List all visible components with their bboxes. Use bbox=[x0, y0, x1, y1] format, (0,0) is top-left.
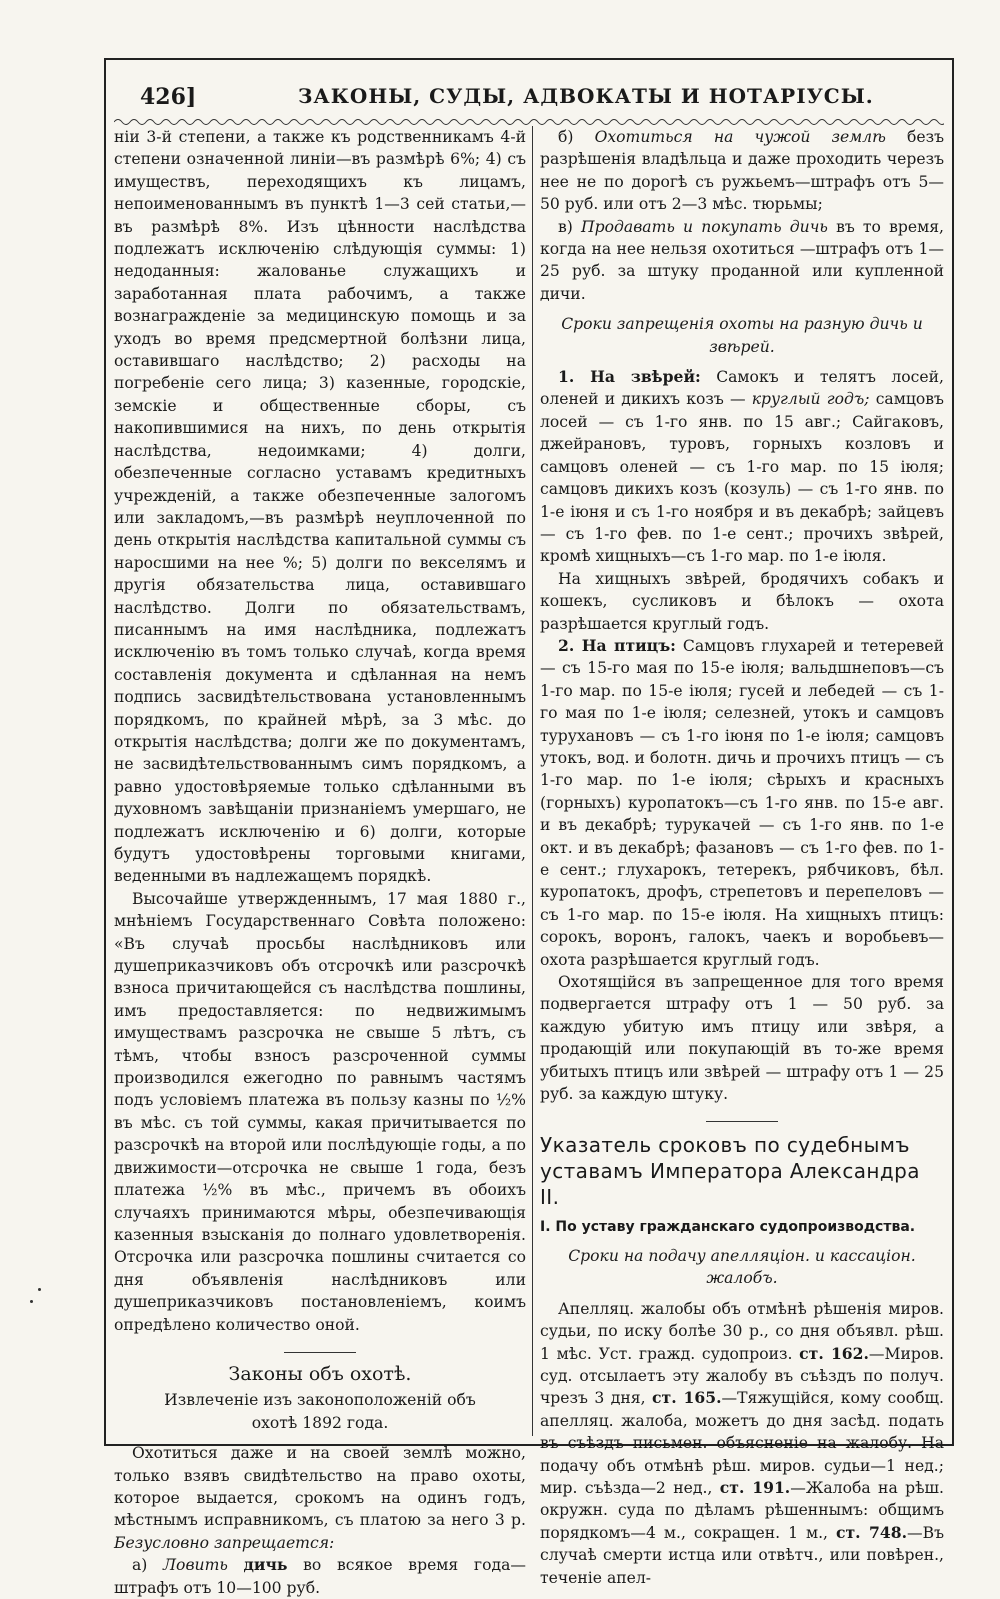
section-title: Законы объ охотѣ. bbox=[228, 1362, 412, 1385]
page-number: 426] bbox=[140, 84, 197, 110]
column-divider bbox=[532, 126, 533, 1436]
subsection-title: Сроки запрещенія охоты на разную дичь и звѣрей. bbox=[561, 315, 923, 356]
running-title: ЗАКОНЫ, СУДЫ, АДВОКАТЫ И НОТАРІУСЫ. bbox=[298, 84, 874, 108]
print-speck bbox=[38, 1288, 41, 1291]
paragraph: На хищныхъ звѣрей, бродячихъ собакъ и кошекъ, сусликовъ и бѣлокъ — охота разрѣшается круглый годъ. bbox=[540, 569, 944, 633]
paragraph: Высочайше утвержденнымъ, 17 мая 1880 г., мнѣніемъ Государственнаго Совѣта положено: «Въ случаѣ просьбы наслѣдниковъ или душеприказчиковъ объ отсрочкѣ или разсрочкѣ взноса причитающейся съ наслѣдства пошлины, имъ предоставляется: по недвижимымъ имуществамъ разсрочка не свыше 5 лѣтъ, съ тѣмъ, чтобы взносъ разсроченной суммы производился ежегодно по равнымъ частямъ подъ условіемъ платежа въ пользу казны по ½% въ мѣс. съ той суммы, какая причитывается по разсрочкѣ на второй или послѣдующіе годы, а по движимости—отсрочка не свыше 1 года, безъ платежа ½% въ мѣс., причемъ въ обоихъ случаяхъ принимаются мѣры, обезпечивающія казенныя взысканія до полнаго удовлетворенія. Отсрочка или разсрочка пошлины считается со дня объявленія наслѣдниковъ или душеприказчиковъ постановленіемъ, коимъ опредѣлено количество оной. bbox=[114, 889, 526, 1334]
section-divider bbox=[706, 1121, 778, 1122]
paragraph: а) Ловить дичь во всякое время года—штрафъ отъ 10—100 руб. bbox=[114, 1555, 526, 1597]
paragraph: б) Охотиться на чужой землѣ безъ разрѣшенія владѣльца и даже проходить черезъ нее не по дорогѣ съ ружьемъ—штрафъ отъ 5—50 руб. или отъ 2—3 мѣс. тюрьмы; bbox=[540, 128, 944, 214]
paragraph: Апелляц. жалобы объ отмѣнѣ рѣшенія миров. судьи, по иску болѣе 30 р., со дня объявл. рѣш. 1 мѣс. Уст. гражд. судопроиз. ст. 162.—Миров. суд. отсылаетъ эту жалобу въ съѣздъ по получ. чрезъ 3 дня, ст. 165.—Тяжущійся, кому сообщ. апелляц. жалоба, можетъ до дня засѣд. подать въ съѣздъ письмен. объясненіе на жалобу. На подачу объ отмѣнѣ рѣш. миров. судьи—1 нед.; мир. съѣзда—2 нед., ст. 191.—Жалоба на рѣш. окружн. суда по дѣламъ рѣшеннымъ: общимъ порядкомъ—4 м., сокращен. 1 м., ст. 748.—Въ случаѣ смерти истца или отвѣтч., или повѣрен., теченіе апел- bbox=[540, 1299, 945, 1587]
index-title: Указатель сроковъ по судебнымъ уставамъ Императора Александра II. bbox=[540, 1133, 920, 1210]
section-subtitle: Извлеченіе изъ законоположеній объ охотѣ 1892 года. bbox=[164, 1391, 476, 1432]
right-column bbox=[540, 126, 944, 1589]
paragraph: Охотиться даже и на своей землѣ можно, только взявъ свидѣтельство на право охоты, которое выдается, срокомъ на одинъ годъ, мѣстнымъ исправникомъ, съ платою за него 3 р. Безусловно запрещается: bbox=[114, 1444, 526, 1552]
paragraph: в) Продавать и покупать дичь въ то время, когда на нее нельзя охотиться —штрафъ отъ 1—25 руб. за штуку проданной или купленной дичи. bbox=[540, 217, 945, 303]
subsection-title: Сроки на подачу апелляціон. и кассаціон. жалобъ. bbox=[568, 1246, 916, 1288]
section-divider bbox=[284, 1352, 356, 1353]
index-subtitle: I. По уставу гражданскаго судопроизводства. bbox=[540, 1219, 916, 1236]
page-frame bbox=[104, 58, 954, 1597]
paragraph: ніи 3-й степени, а также къ родственникамъ 4-й степени означенной линіи—въ размѣрѣ 6%; 4) съ имуществъ, переходящихъ къ лицамъ, непоименованнымъ въ пунктѣ 1—3 сей статьи,—въ размѣрѣ 8%. Изъ цѣнности наслѣдства подлежатъ исключенію слѣдующія суммы: 1) недоданныя: жалованье служащихъ и заработанная плата рабочимъ, а также вознагражденіе за медицинскую помощь и за уходъ во время предсмертной болѣзни лица, оставившаго наслѣдство; 2) расходы на погребеніе сего лица; 3) казенные, городскіе, земскіе и общественные сборы, съ накопившимися на нихъ, по день открытія наслѣдства, недоимками; 4) долги, обезпеченные согласно уставамъ кредитныхъ учрежденій, а также обезпеченные залогомъ или закладомъ,—въ размѣрѣ неуплоченной по день открытія наслѣдства капитальной суммы съ наросшими на нее %; 5) долги по векселямъ и другія обязательства лица, оставившаго наслѣдство. Долги по обязательствамъ, писаннымъ на имя наслѣдника, подлежатъ исключенію въ томъ только случаѣ, когда время составленія документа и сдѣланная на немъ подпись засвидѣтельствована установленнымъ порядкомъ, по крайней мѣрѣ, за 3 мѣс. до открытія наслѣдства; долги же по документамъ, не засвидѣтельствованнымъ симъ порядкомъ, а равно удостовѣряемые только сдѣланными въ духовномъ завѣщаніи признаніемъ умершаго, не подлежатъ исключенію и 6) долги, которые будутъ удостовѣрены торговыми книгами, веденными въ надлежащемъ порядкѣ. bbox=[114, 128, 526, 886]
paragraph: 1. На звѣрей: Самокъ и телятъ лосей, оленей и дикихъ козъ — круглый годъ; самцовъ лосей — съ 1-го янв. по 15 авг.; Сайгаковъ, джейрановъ, туровъ, горныхъ козловъ и самцовъ оленей — съ 1-го мар. по 15 іюля; самцовъ дикихъ козъ (козуль) — съ 1-го янв. по 1-е іюня и съ 1-го ноября и въ декабрѣ; зайцевъ — съ 1-го фев. по 1-е сент.; прочихъ звѣрей, кромѣ хищныхъ—съ 1-го мар. по 1-е іюля. bbox=[540, 367, 944, 566]
paragraph: 2. На птицъ: Самцовъ глухарей и тетеревей — съ 15-го мая по 15-е іюля; вальдшнеповъ—съ 1-го мар. по 15-е іюля; гусей и лебедей — съ 1-го мая по 1-е іюля; селезней, утокъ и самцовъ турухановъ — съ 1-го іюня по 1-е іюля; самцовъ утокъ, вод. и болотн. дичь и прочихъ птицъ — съ 1-го мар. по 1-е іюля; сѣрыхъ и красныхъ (горныхъ) куропатокъ—съ 1-го янв. по 15-е авг. и въ декабрѣ; турукачей — съ 1-го янв. по 1-е окт. и въ декабрѣ; фазановъ — съ 1-го фев. по 1-е сент.; глухарокъ, тетерекъ, рябчиковъ, бѣл. куропатокъ, дрофъ, стрепетовъ и перепеловъ — съ 1-го мар. по 15-е іюля. На хищныхъ птицъ: сорокъ, воронъ, галокъ, чаекъ и воробьевъ—охота разрѣшается круглый годъ. bbox=[540, 635, 944, 969]
paragraph: Охотящійся въ запрещенное для того время подвергается штрафу отъ 1 — 50 руб. за каждую убитую имъ птицу или звѣря, а продающій или покупающій въ то-же время убитыхъ птицъ или звѣрей — штрафу отъ 1 — 25 руб. за каждую штуку. bbox=[540, 973, 944, 1104]
left-column bbox=[114, 126, 526, 1599]
print-speck bbox=[30, 1300, 33, 1303]
